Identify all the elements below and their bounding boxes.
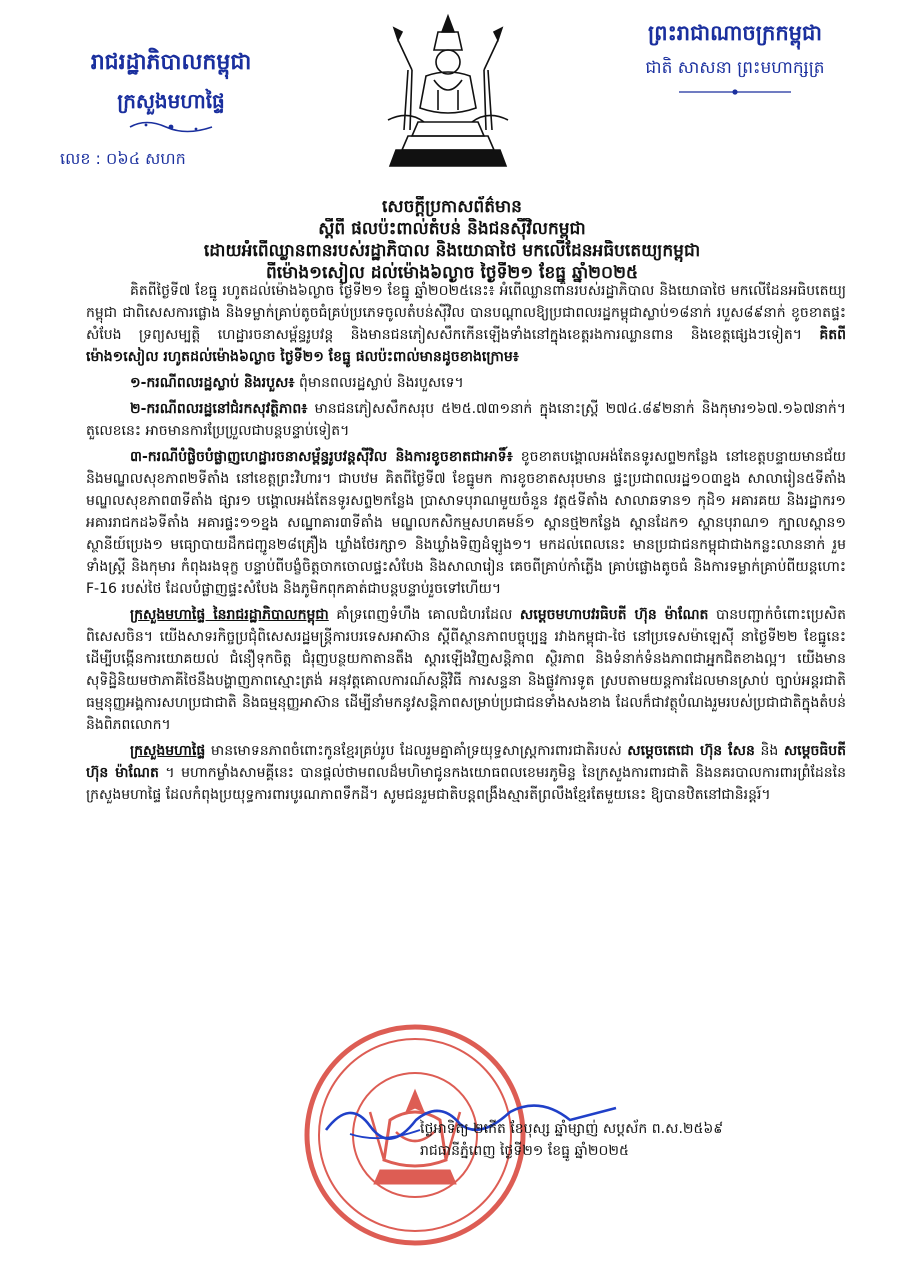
government-name: រាជរដ្ឋាភិបាលកម្ពុជា (90, 50, 252, 75)
pride-bold-name-1: សម្តេចតេជោ ហ៊ុន សែន (627, 743, 755, 759)
kingdom-name: ព្រះរាជាណាចក្រកម្ពុជា (647, 21, 822, 45)
position-text-1: គាំទ្រពេញទំហឹង គោលជំហរដែល (336, 607, 513, 623)
paragraph-shelter (86, 398, 846, 442)
solar-date: រាជធានីភ្នំពេញ ថ្ងៃទី២១ ខែធ្នូ ឆ្នាំ២០២៥ (420, 1143, 629, 1159)
pride-text-1: មានមោទនភាពចំពោះកូនខ្មែរគ្រប់រូប ដែលរួមគ្នាគាំទ្រយុទ្ធសាស្ត្រការពារជាតិរបស់ (210, 743, 622, 759)
paragraph-intro (86, 280, 846, 368)
paragraph-position (86, 604, 846, 736)
paragraph-casualties (86, 372, 846, 394)
damage-text: ខូចខាតបង្គោលអង់តែនទូរសព្ទ២កន្លែង នៅខេត្តបន្ទាយមានជ័យ និងមណ្ឌលសុខភាព២ទីតាំង នៅខេត្តព្រះវិហារ។ ជាបឋម គិតពីថ្ងៃទី៧ ខែធ្នូមក ការខូចខាតសរុបមាន ផ្ទះប្រជាពលរដ្ឋ១០៣ខ្នង សាលារៀន៥ទីតាំង មណ្ឌលសុខភាព៣ទីតាំង ផ្សារ១ បង្គោលអង់តែនទូរសព្ទ២កន្លែង ប្រាសាទបុរាណមួយចំនួន វត្ត៥ទីតាំង សាលាឆទាន១ កុដិ១ អគារគយ និងរដ្ឋាករ១ អគាររាជកដ៦ទីតាំង អគារផ្ទះ១១ខ្នង សណ្ឋាគារ៣ទីតាំង មណ្ឌលកសិកម្មសហគមន៍១ ស្ពានថ្ម២កន្លែង ស្ពានដែក១ ស្ពានបុរាណ១ ក្បាលស្ពាន១ ស្ថានីយ៍ប្រេង១ មធ្យោបាយដឹកជញ្ជូន២៨គ្រឿង ឃ្លាំងថែរក្សា១ និងឃ្លាំងទិញដំឡូង១។ មកដល់ពេលនេះ មានប្រជាជនកម្ពុជាជាងកន្លះលាននាក់ រួមទាំងស្ត្រី និងកុមារ កំពុងរងទុក្ខ បន្ទាប់ពីបង្ខំចិត្តចាកចោលផ្ទះសំបែង និងសាលារៀន គេចពីគ្រាប់កាំភ្លើង គ្រាប់ផ្លោងតូចធំ និងការទម្លាក់គ្រាប់ពីយន្តហោះ F-16 របស់ថៃ ដែលបំផ្លាញផ្ទះសំបែង និងភូមិកពុកគាត់ជាបន្តបន្ទាប់រួចទៅហើយ។ (86, 449, 847, 597)
paragraph-damage (86, 446, 846, 600)
position-bold-name: សម្តេចមហាបវរធិបតី ហ៊ុន ម៉ាណែត (519, 607, 709, 623)
announcement-title (60, 196, 844, 284)
position-label: ក្រសួងមហាផ្ទៃ នៃរាជរដ្ឋាភិបាលកម្ពុជា (130, 607, 329, 623)
ornament-icon (126, 120, 216, 134)
ministry-name: ក្រសួងមហាផ្ទៃ (117, 89, 225, 113)
casualties-text: ពុំមានពលរដ្ឋស្លាប់ និងរបួសទេ។ (298, 375, 464, 391)
pride-and: និង (760, 743, 779, 759)
divider-ornament-icon (675, 86, 795, 98)
pride-label: ក្រសួងមហាផ្ទៃ (130, 743, 206, 759)
title-line-4: ពីម៉ោង១សៀល ដល់ម៉ោង៦ល្ងាច ថ្ងៃទី២១ ខែធ្នូ ឆ្នាំ២០២៥ (266, 263, 638, 283)
casualties-label: ១-ករណីពលរដ្ឋស្លាប់ និងរបួស៖ (130, 375, 295, 391)
title-line-3: ដោយអំពើឈ្លានពានរបស់រដ្ឋាភិបាល និងយោធាថៃ មកលើដែនអធិបតេយ្យកម្ពុជា (203, 241, 701, 261)
intro-text: គិតពីថ្ងៃទី៧ ខែធ្នូ រហូតដល់ម៉ោង៦ល្ងាច ថ្ងៃទី២១ ខែធ្នូ ឆ្នាំ២០២៥នេះ៖ អំពើឈ្លានពានរបស់រដ្ឋាភិបាល និងយោធាថៃ មកលើដែនអធិបតេយ្យកម្ពុជា ជាពិសេសការផ្លោង និងទម្លាក់គ្រាប់តូចធំគ្រប់ប្រភេទចូលតំបន់ស៊ីវិល បានបណ្តាលឱ្យប្រជាពលរដ្ឋកម្ពុជាស្លាប់១៨នាក់ របួស៨៩នាក់ ខូចខាតផ្ទះសំបែង ទ្រព្យសម្បត្តិ ហេដ្ឋារចនាសម្ព័ន្ធរូបវន្ត និងមានជនភៀសសឹកកើនឡើងទាំងនៅក្នុងខេត្តរងការឈ្លានពាន និងខេត្តផ្សេងៗទៀត។ (86, 283, 846, 343)
announcement-body (86, 280, 846, 810)
intro-bold: គិតពីម៉ោង១សៀល រហូតដល់ម៉ោង៦ល្ងាច ថ្ងៃទី២១ ខែធ្នូ ផលប៉ះពាល់មានដូចខាងក្រោម៖ (86, 327, 846, 365)
national-motto: ជាតិ សាសនា ព្រះមហាក្សត្រ (645, 58, 825, 78)
date-block (420, 1118, 840, 1162)
damage-label: ៣-ករណីបំផ្លិចបំផ្លាញហេដ្ឋារចនាសម្ព័ន្ធរូបវន្តស៊ីវិល និងការខូចខាតជាអាទិ៍៖ (130, 449, 513, 465)
reference-number: លេខ : ០៦៤ សហក (60, 149, 186, 168)
position-text-2: បានបញ្ជាក់ចំពោះប្រេសិតពិសេសចិន។ យើងសាទរកិច្ចប្រជុំពិសេសរដ្ឋមន្ត្រីការបរទេសអាស៊ាន ស្តីពីស្ថានភាពបច្ចុប្បន្ន រវាងកម្ពុជា-ថៃ នៅប្រទេសម៉ាឡេស៊ី នាថ្ងៃទី២២ ខែធ្នូនេះ ដើម្បីបង្កើនការយោគយល់ ជំនឿទុកចិត្ត ជំរុញបន្ថយកាតានតឹង ស្តារឡើងវិញសន្តិភាព ស្ថិរភាព និងទំនាក់ទំនងភាពជាអ្នកជិតខាងល្អ។ យើងមានសុទិដ្ឋិនិយមថាភាគីថៃនឹងបង្ហាញភាពស្មោះត្រង់ អនុវត្តគោលការណ៍សន្តិវិធី ការសន្ទនា និងផ្លូវការទូត ស្របតាមយន្តការដែលមានស្រាប់ ច្បាប់អន្តរជាតិ ធម្មនុញ្ញអង្គការសហប្រជាជាតិ និងធម្មនុញ្ញអាស៊ាន ដើម្បីនាំមកនូវសន្តិភាពសម្រាប់ប្រជាជនទាំងសងខាង ដែលក៏ជាវត្ថុបំណងរួមរបស់ប្រជាជាតិក្នុងតំបន់ និងពិភពលោក។ (86, 607, 846, 733)
lunar-date: ថ្ងៃអាទិត្យ ២កើត ខែបុស្ស ឆ្នាំម្សាញ់ សប្តស័ក ព.ស.២៥៦៩ (420, 1121, 724, 1137)
pride-text-2: ។ មហាកម្លាំងសាមគ្គីនេះ បានផ្តល់ថាមពលដ៏មហិមាជូនកងយោធពលខេមរភូមិន្ទ នៃក្រសួងការពារជាតិ និងនគរបាលការពារព្រំដែននៃក្រសួងមហាផ្ទៃ ដែលកំពុងប្រយុទ្ធការពារបូរណភាពទឹកដី។ សូមជនរួមជាតិបន្តពង្រឹងស្មារតីព្រលឹងខ្មែរតែមួយនេះ ឱ្យបានឋិតនៅជានិរន្តរ៍។ (86, 765, 847, 803)
paragraph-pride (86, 740, 846, 806)
title-line-1: សេចក្តីប្រកាសព័ត៌មាន (382, 197, 522, 217)
shelter-text: មានជនភៀសសឹកសរុប ៥២៥.៧៣១នាក់ ក្នុងនោះស្ត្រី ២៧៤.៨៩២នាក់ និងកុមារ១៦៧.១៦៧នាក់។ តួលេខនេះ អាចមានការប្រែប្រួលជាបន្តបន្ទាប់ទៀត។ (86, 401, 846, 439)
ministry-header (56, 48, 286, 134)
kingdom-header (590, 18, 880, 98)
pride-bold-name-2: សម្តេចធិបតី ហ៊ុន ម៉ាណែត (86, 743, 847, 781)
royal-emblem-icon (368, 10, 528, 180)
title-line-2: ស្តីពី ផលប៉ះពាល់តំបន់ និងជនស៊ីវិលកម្ពុជា (318, 219, 586, 239)
shelter-label: ២-ករណីពលរដ្ឋនៅជំរកសុវត្ថិភាព៖ (130, 401, 308, 417)
